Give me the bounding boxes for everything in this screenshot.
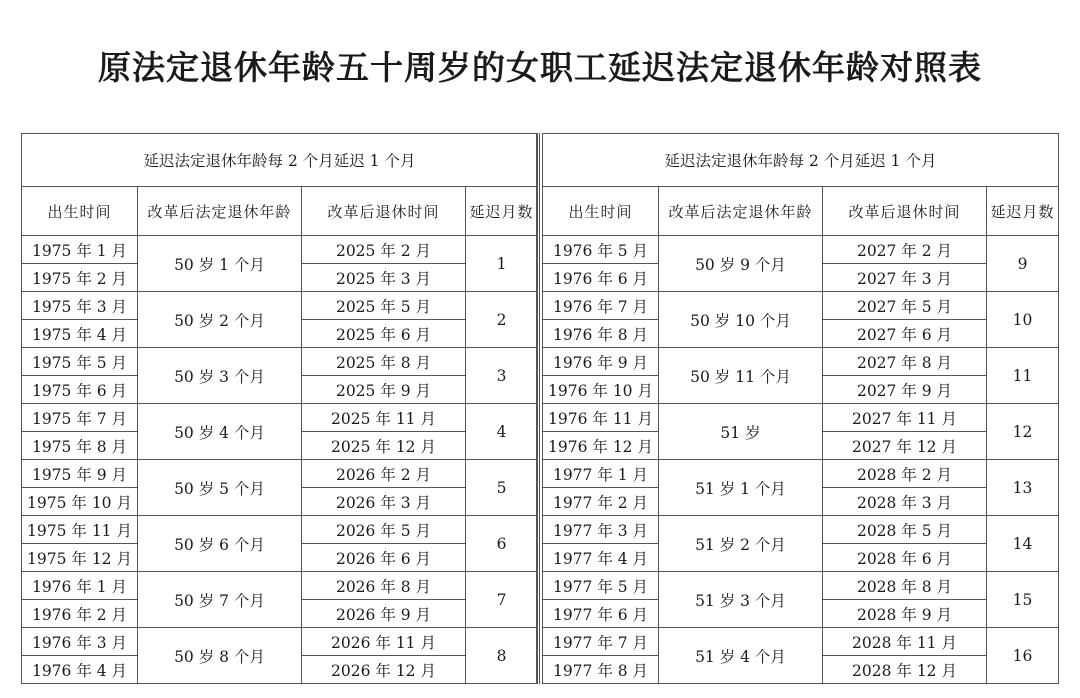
retirement-date-cell: 2027 年 12 月 <box>823 432 987 460</box>
table-row <box>22 460 538 488</box>
birth-date-cell: 1977 年 7 月 <box>543 628 659 656</box>
retirement-date-cell: 2028 年 2 月 <box>823 460 987 488</box>
table-row <box>543 236 1059 264</box>
retirement-date-cell: 2027 年 9 月 <box>823 376 987 404</box>
birth-date-cell: 1976 年 3 月 <box>22 628 138 656</box>
table-row <box>22 404 538 432</box>
retirement-date-cell: 2026 年 3 月 <box>302 488 466 516</box>
document-title: 原法定退休年龄五十周岁的女职工延迟法定退休年龄对照表 <box>98 48 982 87</box>
table-caption: 延迟法定退休年龄每 2 个月延迟 1 个月 <box>22 134 538 187</box>
retirement-date-cell: 2028 年 3 月 <box>823 488 987 516</box>
retirement-date-cell: 2026 年 2 月 <box>302 460 466 488</box>
birth-date-cell: 1975 年 12 月 <box>22 544 138 572</box>
birth-date-cell: 1976 年 11 月 <box>543 404 659 432</box>
birth-date-cell: 1976 年 5 月 <box>543 236 659 264</box>
birth-date-cell: 1976 年 2 月 <box>22 600 138 628</box>
header-birth-date: 出生时间 <box>22 187 138 236</box>
birth-date-cell: 1975 年 9 月 <box>22 460 138 488</box>
delay-months-cell: 4 <box>466 404 538 460</box>
retirement-date-cell: 2027 年 5 月 <box>823 292 987 320</box>
header-retirement-age: 改革后法定退休年龄 <box>138 187 302 236</box>
delay-months-cell: 14 <box>987 516 1059 572</box>
table-caption: 延迟法定退休年龄每 2 个月延迟 1 个月 <box>543 134 1059 187</box>
delay-months-cell: 6 <box>466 516 538 572</box>
retirement-date-cell: 2026 年 12 月 <box>302 656 466 684</box>
birth-date-cell: 1975 年 4 月 <box>22 320 138 348</box>
table-divider <box>536 133 540 684</box>
retirement-date-cell: 2028 年 12 月 <box>823 656 987 684</box>
retirement-date-cell: 2025 年 3 月 <box>302 264 466 292</box>
retirement-age-cell: 50 岁 3 个月 <box>138 348 302 404</box>
retirement-age-cell: 51 岁 <box>659 404 823 460</box>
birth-date-cell: 1977 年 4 月 <box>543 544 659 572</box>
birth-date-cell: 1977 年 1 月 <box>543 460 659 488</box>
birth-date-cell: 1975 年 1 月 <box>22 236 138 264</box>
birth-date-cell: 1977 年 6 月 <box>543 600 659 628</box>
birth-date-cell: 1976 年 7 月 <box>543 292 659 320</box>
retirement-date-cell: 2025 年 12 月 <box>302 432 466 460</box>
table-row <box>22 292 538 320</box>
birth-date-cell: 1975 年 6 月 <box>22 376 138 404</box>
table-row <box>543 404 1059 432</box>
retirement-date-cell: 2027 年 8 月 <box>823 348 987 376</box>
retirement-age-cell: 50 岁 11 个月 <box>659 348 823 404</box>
retirement-date-cell: 2028 年 5 月 <box>823 516 987 544</box>
retirement-date-cell: 2025 年 6 月 <box>302 320 466 348</box>
retirement-date-cell: 2026 年 8 月 <box>302 572 466 600</box>
header-delay-months: 延迟月数 <box>466 187 538 236</box>
header-delay-months: 延迟月数 <box>987 187 1059 236</box>
retirement-date-cell: 2025 年 2 月 <box>302 236 466 264</box>
birth-date-cell: 1976 年 12 月 <box>543 432 659 460</box>
retirement-age-cell: 50 岁 6 个月 <box>138 516 302 572</box>
retirement-date-cell: 2026 年 9 月 <box>302 600 466 628</box>
birth-date-cell: 1975 年 3 月 <box>22 292 138 320</box>
retirement-date-cell: 2026 年 6 月 <box>302 544 466 572</box>
delay-months-cell: 5 <box>466 460 538 516</box>
birth-date-cell: 1976 年 4 月 <box>22 656 138 684</box>
table-row <box>543 572 1059 600</box>
table-row <box>543 628 1059 656</box>
birth-date-cell: 1977 年 5 月 <box>543 572 659 600</box>
birth-date-cell: 1975 年 2 月 <box>22 264 138 292</box>
birth-date-cell: 1975 年 10 月 <box>22 488 138 516</box>
table-row <box>22 348 538 376</box>
comparison-table-right <box>542 133 1059 684</box>
header-retirement-date: 改革后退休时间 <box>823 187 987 236</box>
retirement-date-cell: 2028 年 6 月 <box>823 544 987 572</box>
delay-months-cell: 7 <box>466 572 538 628</box>
retirement-age-cell: 50 岁 7 个月 <box>138 572 302 628</box>
retirement-age-cell: 51 岁 2 个月 <box>659 516 823 572</box>
retirement-age-cell: 50 岁 2 个月 <box>138 292 302 348</box>
birth-date-cell: 1975 年 5 月 <box>22 348 138 376</box>
retirement-date-cell: 2027 年 3 月 <box>823 264 987 292</box>
birth-date-cell: 1976 年 1 月 <box>22 572 138 600</box>
birth-date-cell: 1976 年 9 月 <box>543 348 659 376</box>
delay-months-cell: 12 <box>987 404 1059 460</box>
delay-months-cell: 10 <box>987 292 1059 348</box>
retirement-date-cell: 2025 年 5 月 <box>302 292 466 320</box>
retirement-age-cell: 50 岁 4 个月 <box>138 404 302 460</box>
retirement-age-cell: 51 岁 1 个月 <box>659 460 823 516</box>
retirement-date-cell: 2026 年 11 月 <box>302 628 466 656</box>
delay-months-cell: 9 <box>987 236 1059 292</box>
table-row <box>543 292 1059 320</box>
delay-months-cell: 13 <box>987 460 1059 516</box>
header-retirement-date: 改革后退休时间 <box>302 187 466 236</box>
table-row <box>543 460 1059 488</box>
table-row <box>22 516 538 544</box>
birth-date-cell: 1975 年 7 月 <box>22 404 138 432</box>
retirement-date-cell: 2027 年 6 月 <box>823 320 987 348</box>
delay-months-cell: 8 <box>466 628 538 684</box>
table-row <box>22 628 538 656</box>
retirement-date-cell: 2027 年 2 月 <box>823 236 987 264</box>
birth-date-cell: 1976 年 8 月 <box>543 320 659 348</box>
delay-months-cell: 11 <box>987 348 1059 404</box>
table-row <box>22 236 538 264</box>
retirement-age-cell: 50 岁 10 个月 <box>659 292 823 348</box>
table-row <box>543 348 1059 376</box>
retirement-date-cell: 2028 年 9 月 <box>823 600 987 628</box>
delay-months-cell: 2 <box>466 292 538 348</box>
table-row <box>543 516 1059 544</box>
header-birth-date: 出生时间 <box>543 187 659 236</box>
birth-date-cell: 1977 年 8 月 <box>543 656 659 684</box>
birth-date-cell: 1976 年 10 月 <box>543 376 659 404</box>
retirement-age-cell: 50 岁 5 个月 <box>138 460 302 516</box>
retirement-date-cell: 2025 年 8 月 <box>302 348 466 376</box>
retirement-age-cell: 50 岁 8 个月 <box>138 628 302 684</box>
birth-date-cell: 1977 年 3 月 <box>543 516 659 544</box>
birth-date-cell: 1975 年 11 月 <box>22 516 138 544</box>
retirement-age-cell: 51 岁 4 个月 <box>659 628 823 684</box>
retirement-date-cell: 2028 年 11 月 <box>823 628 987 656</box>
retirement-age-cell: 50 岁 1 个月 <box>138 236 302 292</box>
delay-months-cell: 3 <box>466 348 538 404</box>
retirement-date-cell: 2026 年 5 月 <box>302 516 466 544</box>
comparison-table-left <box>21 133 538 684</box>
retirement-age-cell: 50 岁 9 个月 <box>659 236 823 292</box>
header-retirement-age: 改革后法定退休年龄 <box>659 187 823 236</box>
delay-months-cell: 15 <box>987 572 1059 628</box>
birth-date-cell: 1977 年 2 月 <box>543 488 659 516</box>
retirement-date-cell: 2025 年 11 月 <box>302 404 466 432</box>
retirement-date-cell: 2025 年 9 月 <box>302 376 466 404</box>
retirement-age-cell: 51 岁 3 个月 <box>659 572 823 628</box>
delay-months-cell: 1 <box>466 236 538 292</box>
delay-months-cell: 16 <box>987 628 1059 684</box>
table-row <box>22 572 538 600</box>
retirement-date-cell: 2028 年 8 月 <box>823 572 987 600</box>
birth-date-cell: 1976 年 6 月 <box>543 264 659 292</box>
birth-date-cell: 1975 年 8 月 <box>22 432 138 460</box>
retirement-date-cell: 2027 年 11 月 <box>823 404 987 432</box>
